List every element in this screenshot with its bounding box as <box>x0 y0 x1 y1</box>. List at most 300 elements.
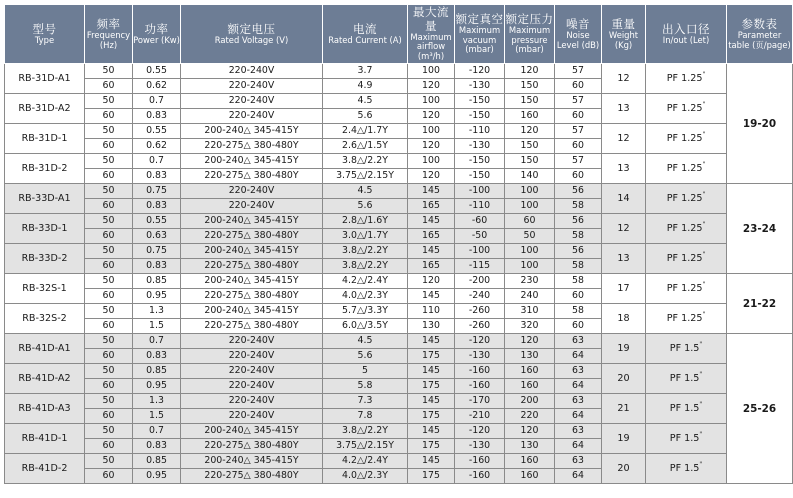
airflow-cell: 100 <box>408 154 455 169</box>
freq-cell: 50 <box>85 214 133 229</box>
freq-cell: 50 <box>85 304 133 319</box>
freq-cell: 50 <box>85 364 133 379</box>
power-cell: 0.83 <box>133 169 181 184</box>
current-cell: 7.3 <box>323 394 408 409</box>
weight-cell: 13 <box>602 94 646 124</box>
pressure-cell: 150 <box>505 79 555 94</box>
port-cell <box>646 184 727 214</box>
vacuum-cell: -240 <box>455 289 505 304</box>
freq-cell: 60 <box>85 229 133 244</box>
column-header-en: Parameter table (页/page) <box>728 29 791 50</box>
model-type-cell: RB-31D-A2 <box>5 94 85 124</box>
power-cell: 0.7 <box>133 424 181 439</box>
noise-cell: 60 <box>555 319 602 334</box>
noise-cell: 63 <box>555 394 602 409</box>
voltage-cell: 220-240V <box>181 199 323 214</box>
freq-cell: 50 <box>85 64 133 79</box>
current-cell: 3.75△/2.15Y <box>323 169 408 184</box>
pressure-cell: 160 <box>505 379 555 394</box>
column-header-en: Power (Kw) <box>133 34 180 45</box>
power-cell: 0.75 <box>133 184 181 199</box>
port-cell <box>646 154 727 184</box>
column-header <box>85 5 133 64</box>
noise-cell: 60 <box>555 109 602 124</box>
port-value: PF 1.25 <box>666 102 703 114</box>
header-row <box>5 5 793 64</box>
power-cell: 1.3 <box>133 394 181 409</box>
voltage-cell: 220-275△ 380-480Y <box>181 439 323 454</box>
voltage-cell: 220-275△ 380-480Y <box>181 169 323 184</box>
power-cell: 0.95 <box>133 379 181 394</box>
port-value: PF 1.25 <box>666 312 703 324</box>
page-ref-cell: 19-20 <box>727 64 793 184</box>
voltage-cell: 220-240V <box>181 364 323 379</box>
inch-mark: " <box>702 220 706 228</box>
column-header-en: Noise Level (dB) <box>556 29 600 50</box>
inch-mark: " <box>702 310 706 318</box>
weight-cell: 13 <box>602 154 646 184</box>
power-cell: 0.55 <box>133 124 181 139</box>
current-cell: 4.2△/2.4Y <box>323 454 408 469</box>
pressure-cell: 320 <box>505 319 555 334</box>
freq-cell: 60 <box>85 289 133 304</box>
voltage-cell: 220-275△ 380-480Y <box>181 259 323 274</box>
voltage-cell: 200-240△ 345-415Y <box>181 244 323 259</box>
vacuum-cell: -120 <box>455 64 505 79</box>
noise-cell: 60 <box>555 169 602 184</box>
page-ref-cell: 23-24 <box>727 184 793 274</box>
airflow-cell: 145 <box>408 289 455 304</box>
power-cell: 0.62 <box>133 79 181 94</box>
power-cell: 0.55 <box>133 214 181 229</box>
spec-table-container <box>4 4 791 484</box>
current-cell: 6.0△/3.5Y <box>323 319 408 334</box>
column-header <box>455 5 505 64</box>
model-type-cell: RB-41D-2 <box>5 454 85 484</box>
port-value: PF 1.5 <box>669 432 700 444</box>
pressure-cell: 160 <box>505 109 555 124</box>
column-header <box>5 5 85 64</box>
freq-cell: 60 <box>85 79 133 94</box>
port-cell <box>646 214 727 244</box>
noise-cell: 64 <box>555 349 602 364</box>
power-cell: 0.83 <box>133 439 181 454</box>
freq-cell: 50 <box>85 454 133 469</box>
airflow-cell: 145 <box>408 214 455 229</box>
noise-cell: 63 <box>555 454 602 469</box>
vacuum-cell: -160 <box>455 454 505 469</box>
voltage-cell: 220-240V <box>181 94 323 109</box>
pressure-cell: 60 <box>505 214 555 229</box>
freq-cell: 50 <box>85 94 133 109</box>
pressure-cell: 120 <box>505 124 555 139</box>
power-cell: 0.7 <box>133 94 181 109</box>
noise-cell: 58 <box>555 259 602 274</box>
power-cell: 0.7 <box>133 334 181 349</box>
vacuum-cell: -160 <box>455 379 505 394</box>
current-cell: 2.6△/1.5Y <box>323 139 408 154</box>
port-value: PF 1.5 <box>669 462 700 474</box>
pressure-cell: 310 <box>505 304 555 319</box>
noise-cell: 64 <box>555 409 602 424</box>
column-header-cn: 参数表 <box>741 16 778 31</box>
column-header-cn: 功率 <box>144 21 169 36</box>
column-header-en: Rated Current (A) <box>328 34 402 45</box>
column-header <box>727 5 793 64</box>
inch-mark: " <box>702 160 706 168</box>
current-cell: 3.8△/2.2Y <box>323 244 408 259</box>
noise-cell: 56 <box>555 244 602 259</box>
voltage-cell: 200-240△ 345-415Y <box>181 424 323 439</box>
airflow-cell: 130 <box>408 319 455 334</box>
voltage-cell: 220-240V <box>181 334 323 349</box>
port-cell <box>646 304 727 334</box>
power-cell: 0.83 <box>133 199 181 214</box>
pressure-cell: 160 <box>505 454 555 469</box>
vacuum-cell: -50 <box>455 229 505 244</box>
freq-cell: 60 <box>85 139 133 154</box>
vacuum-cell: -170 <box>455 394 505 409</box>
model-type-cell: RB-32S-2 <box>5 304 85 334</box>
pressure-cell: 160 <box>505 469 555 484</box>
table-row <box>5 94 793 109</box>
freq-cell: 50 <box>85 244 133 259</box>
pressure-cell: 120 <box>505 424 555 439</box>
column-header-en: Maximum airflow (m³/h) <box>410 31 452 62</box>
vacuum-cell: -130 <box>455 349 505 364</box>
pressure-cell: 130 <box>505 349 555 364</box>
column-header <box>602 5 646 64</box>
inch-mark: " <box>702 280 706 288</box>
port-value: PF 1.25 <box>666 162 703 174</box>
power-cell: 0.85 <box>133 364 181 379</box>
airflow-cell: 145 <box>408 244 455 259</box>
vacuum-cell: -110 <box>455 124 505 139</box>
airflow-cell: 145 <box>408 454 455 469</box>
freq-cell: 60 <box>85 109 133 124</box>
current-cell: 3.8△/2.2Y <box>323 259 408 274</box>
weight-cell: 21 <box>602 394 646 424</box>
current-cell: 4.5 <box>323 94 408 109</box>
inch-mark: " <box>702 250 706 258</box>
weight-cell: 12 <box>602 64 646 94</box>
vacuum-cell: -260 <box>455 319 505 334</box>
column-header <box>133 5 181 64</box>
port-cell <box>646 244 727 274</box>
airflow-cell: 165 <box>408 259 455 274</box>
power-cell: 0.83 <box>133 259 181 274</box>
port-cell <box>646 364 727 394</box>
inch-mark: " <box>699 370 703 378</box>
freq-cell: 50 <box>85 184 133 199</box>
freq-cell: 50 <box>85 274 133 289</box>
freq-cell: 50 <box>85 154 133 169</box>
pressure-cell: 50 <box>505 229 555 244</box>
vacuum-cell: -130 <box>455 139 505 154</box>
noise-cell: 63 <box>555 424 602 439</box>
current-cell: 3.8△/2.2Y <box>323 424 408 439</box>
column-header <box>646 5 727 64</box>
power-cell: 1.5 <box>133 319 181 334</box>
current-cell: 5 <box>323 364 408 379</box>
table-row <box>5 394 793 409</box>
current-cell: 4.0△/2.3Y <box>323 289 408 304</box>
pressure-cell: 130 <box>505 439 555 454</box>
current-cell: 4.0△/2.3Y <box>323 469 408 484</box>
inch-mark: " <box>699 460 703 468</box>
freq-cell: 50 <box>85 124 133 139</box>
voltage-cell: 220-275△ 380-480Y <box>181 139 323 154</box>
pressure-cell: 150 <box>505 139 555 154</box>
pressure-cell: 240 <box>505 289 555 304</box>
weight-cell: 20 <box>602 364 646 394</box>
voltage-cell: 220-275△ 380-480Y <box>181 289 323 304</box>
vacuum-cell: -100 <box>455 244 505 259</box>
pressure-cell: 100 <box>505 184 555 199</box>
vacuum-cell: -115 <box>455 259 505 274</box>
weight-cell: 20 <box>602 454 646 484</box>
table-row <box>5 154 793 169</box>
airflow-cell: 120 <box>408 109 455 124</box>
voltage-cell: 220-240V <box>181 64 323 79</box>
freq-cell: 60 <box>85 409 133 424</box>
power-cell: 0.75 <box>133 244 181 259</box>
column-header-en: Maximum pressure (mbar) <box>508 25 551 55</box>
table-body <box>5 64 793 484</box>
current-cell: 5.6 <box>323 199 408 214</box>
pressure-cell: 100 <box>505 199 555 214</box>
model-type-cell: RB-31D-A1 <box>5 64 85 94</box>
vacuum-cell: -150 <box>455 154 505 169</box>
noise-cell: 63 <box>555 364 602 379</box>
current-cell: 2.4△/1.7Y <box>323 124 408 139</box>
pressure-cell: 120 <box>505 334 555 349</box>
airflow-cell: 175 <box>408 469 455 484</box>
weight-cell: 14 <box>602 184 646 214</box>
inch-mark: " <box>702 190 706 198</box>
power-cell: 0.83 <box>133 349 181 364</box>
column-header-en: Frequency (Hz) <box>86 29 131 50</box>
pressure-cell: 230 <box>505 274 555 289</box>
noise-cell: 57 <box>555 64 602 79</box>
port-value: PF 1.5 <box>669 342 700 354</box>
pressure-cell: 140 <box>505 169 555 184</box>
column-header-en: Type <box>34 34 55 45</box>
pressure-cell: 150 <box>505 154 555 169</box>
power-cell: 0.83 <box>133 109 181 124</box>
airflow-cell: 120 <box>408 169 455 184</box>
power-cell: 0.95 <box>133 289 181 304</box>
noise-cell: 64 <box>555 379 602 394</box>
airflow-cell: 100 <box>408 124 455 139</box>
port-cell <box>646 394 727 424</box>
port-cell <box>646 334 727 364</box>
pressure-cell: 100 <box>505 244 555 259</box>
vacuum-cell: -150 <box>455 169 505 184</box>
current-cell: 3.8△/2.2Y <box>323 154 408 169</box>
power-cell: 0.7 <box>133 154 181 169</box>
airflow-cell: 175 <box>408 349 455 364</box>
airflow-cell: 100 <box>408 64 455 79</box>
model-type-cell: RB-32S-1 <box>5 274 85 304</box>
page-ref-cell: 21-22 <box>727 274 793 334</box>
weight-cell: 12 <box>602 124 646 154</box>
column-header-en: Weight (Kg) <box>608 29 639 50</box>
airflow-cell: 110 <box>408 304 455 319</box>
model-type-cell: RB-41D-A2 <box>5 364 85 394</box>
power-cell: 1.3 <box>133 304 181 319</box>
current-cell: 5.6 <box>323 109 408 124</box>
vacuum-cell: -260 <box>455 304 505 319</box>
airflow-cell: 145 <box>408 334 455 349</box>
vacuum-cell: -120 <box>455 334 505 349</box>
vacuum-cell: -100 <box>455 184 505 199</box>
airflow-cell: 165 <box>408 199 455 214</box>
port-value: PF 1.5 <box>669 372 700 384</box>
port-value: PF 1.25 <box>666 222 703 234</box>
inch-mark: " <box>702 100 706 108</box>
table-row <box>5 64 793 79</box>
inch-mark: " <box>699 400 703 408</box>
port-value: PF 1.25 <box>666 252 703 264</box>
airflow-cell: 145 <box>408 424 455 439</box>
column-header-en: Maximum vacuum (mbar) <box>458 25 501 55</box>
current-cell: 4.5 <box>323 184 408 199</box>
vacuum-cell: -160 <box>455 364 505 379</box>
vacuum-cell: -200 <box>455 274 505 289</box>
airflow-cell: 145 <box>408 364 455 379</box>
noise-cell: 58 <box>555 229 602 244</box>
airflow-cell: 120 <box>408 79 455 94</box>
table-row <box>5 364 793 379</box>
current-cell: 5.6 <box>323 349 408 364</box>
table-row <box>5 124 793 139</box>
pressure-cell: 160 <box>505 364 555 379</box>
noise-cell: 58 <box>555 304 602 319</box>
current-cell: 5.8 <box>323 379 408 394</box>
voltage-cell: 200-240△ 345-415Y <box>181 304 323 319</box>
table-row <box>5 424 793 439</box>
freq-cell: 60 <box>85 469 133 484</box>
vacuum-cell: -120 <box>455 424 505 439</box>
page-ref-cell: 25-26 <box>727 334 793 484</box>
column-header <box>555 5 602 64</box>
port-cell <box>646 94 727 124</box>
weight-cell: 17 <box>602 274 646 304</box>
noise-cell: 57 <box>555 94 602 109</box>
voltage-cell: 220-240V <box>181 349 323 364</box>
freq-cell: 60 <box>85 169 133 184</box>
voltage-cell: 220-275△ 380-480Y <box>181 319 323 334</box>
current-cell: 4.5 <box>323 334 408 349</box>
column-header <box>181 5 323 64</box>
power-cell: 0.85 <box>133 274 181 289</box>
noise-cell: 58 <box>555 274 602 289</box>
port-value: PF 1.25 <box>666 132 703 144</box>
vacuum-cell: -60 <box>455 214 505 229</box>
voltage-cell: 200-240△ 345-415Y <box>181 274 323 289</box>
inch-mark: " <box>702 130 706 138</box>
noise-cell: 64 <box>555 439 602 454</box>
port-cell <box>646 124 727 154</box>
pressure-cell: 220 <box>505 409 555 424</box>
weight-cell: 19 <box>602 334 646 364</box>
power-cell: 0.85 <box>133 454 181 469</box>
voltage-cell: 220-275△ 380-480Y <box>181 469 323 484</box>
model-type-cell: RB-33D-2 <box>5 244 85 274</box>
noise-cell: 57 <box>555 124 602 139</box>
table-row <box>5 304 793 319</box>
column-header-cn: 重量 <box>611 16 636 31</box>
freq-cell: 60 <box>85 379 133 394</box>
port-value: PF 1.25 <box>666 192 703 204</box>
table-row <box>5 244 793 259</box>
column-header-cn: 电流 <box>353 21 377 36</box>
noise-cell: 60 <box>555 289 602 304</box>
weight-cell: 19 <box>602 424 646 454</box>
column-header-cn: 频率 <box>96 16 121 31</box>
vacuum-cell: -130 <box>455 79 505 94</box>
model-type-cell: RB-33D-1 <box>5 214 85 244</box>
vacuum-cell: -110 <box>455 199 505 214</box>
column-header-cn: 额定压力 <box>505 11 554 26</box>
port-cell <box>646 454 727 484</box>
freq-cell: 50 <box>85 334 133 349</box>
freq-cell: 60 <box>85 349 133 364</box>
voltage-cell: 200-240△ 345-415Y <box>181 454 323 469</box>
current-cell: 3.0△/1.7Y <box>323 229 408 244</box>
airflow-cell: 100 <box>408 94 455 109</box>
current-cell: 2.8△/1.6Y <box>323 214 408 229</box>
column-header-cn: 额定真空 <box>455 11 504 26</box>
column-header-cn: 额定电压 <box>227 21 276 36</box>
pressure-cell: 150 <box>505 94 555 109</box>
voltage-cell: 220-275△ 380-480Y <box>181 229 323 244</box>
table-row <box>5 274 793 289</box>
airflow-cell: 120 <box>408 274 455 289</box>
noise-cell: 64 <box>555 469 602 484</box>
airflow-cell: 145 <box>408 394 455 409</box>
table-row <box>5 334 793 349</box>
column-header <box>505 5 555 64</box>
port-value: PF 1.25 <box>666 72 703 84</box>
weight-cell: 18 <box>602 304 646 334</box>
vacuum-cell: -130 <box>455 439 505 454</box>
current-cell: 5.7△/3.3Y <box>323 304 408 319</box>
pressure-cell: 120 <box>505 64 555 79</box>
table-row <box>5 454 793 469</box>
weight-cell: 12 <box>602 214 646 244</box>
freq-cell: 60 <box>85 439 133 454</box>
voltage-cell: 200-240△ 345-415Y <box>181 154 323 169</box>
port-cell <box>646 274 727 304</box>
model-type-cell: RB-41D-A1 <box>5 334 85 364</box>
table-row <box>5 184 793 199</box>
table-row <box>5 214 793 229</box>
spec-table <box>4 4 793 484</box>
pressure-cell: 100 <box>505 259 555 274</box>
vacuum-cell: -160 <box>455 469 505 484</box>
column-header <box>323 5 408 64</box>
column-header-cn: 出入口径 <box>662 21 710 36</box>
noise-cell: 60 <box>555 79 602 94</box>
port-cell <box>646 64 727 94</box>
model-type-cell: RB-33D-A1 <box>5 184 85 214</box>
airflow-cell: 120 <box>408 139 455 154</box>
power-cell: 0.63 <box>133 229 181 244</box>
inch-mark: " <box>699 340 703 348</box>
port-value: PF 1.25 <box>666 282 703 294</box>
